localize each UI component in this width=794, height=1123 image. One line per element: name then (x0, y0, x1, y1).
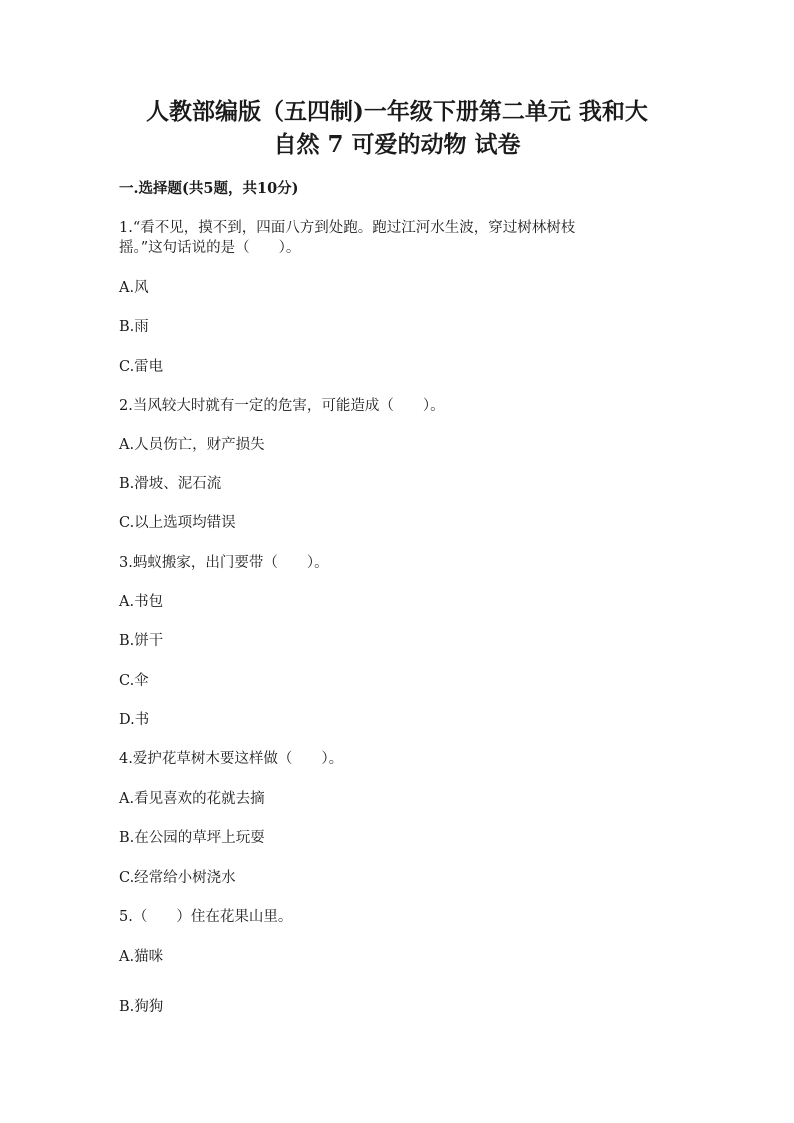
question-5-option-b: B.狗狗 (119, 999, 164, 1015)
question-4-stem: 4.爱护花草树木要这样做（ ）。 (119, 751, 344, 767)
page-title-line-1: 人教部编版（五四制)一年级下册第二单元 我和大 (146, 98, 648, 125)
section-heading: 一.选择题(共5题，共10分) (119, 180, 299, 197)
question-5-stem: 5.（ ）住在花果山里。 (119, 909, 293, 925)
question-1-stem-line-1: 1.“看不见，摸不到，四面八方到处跑。跑过江河水生波，穿过树林树枝 (119, 220, 576, 236)
question-3-stem: 3.蚂蚁搬家，出门要带（ ）。 (119, 555, 329, 571)
question-2-stem: 2.当风较大时就有一定的危害，可能造成（ ）。 (119, 398, 445, 414)
question-2-option-c: C.以上选项均错误 (119, 515, 236, 531)
question-3-option-c: C.伞 (119, 673, 149, 689)
question-1-stem-line-2: 摇。”这句话说的是（ ）。 (119, 240, 301, 256)
question-5-option-a: A.猫咪 (119, 949, 164, 965)
question-4-option-c: C.经常给小树浇水 (119, 870, 236, 886)
question-1-option-b: B.雨 (119, 319, 149, 335)
page-title-line-2: 自然 7 可爱的动物 试卷 (273, 131, 521, 158)
question-1-option-c: C.雷电 (119, 359, 164, 375)
question-3-option-b: B.饼干 (119, 633, 164, 649)
question-2-option-a: A.人员伤亡，财产损失 (119, 437, 265, 453)
question-3-option-a: A.书包 (119, 594, 164, 610)
question-4-option-b: B.在公园的草坪上玩耍 (119, 830, 265, 846)
question-2-option-b: B.滑坡、泥石流 (119, 476, 222, 492)
question-1-option-a: A.风 (119, 280, 149, 296)
question-3-option-d: D.书 (119, 712, 150, 728)
question-4-option-a: A.看见喜欢的花就去摘 (119, 791, 265, 807)
